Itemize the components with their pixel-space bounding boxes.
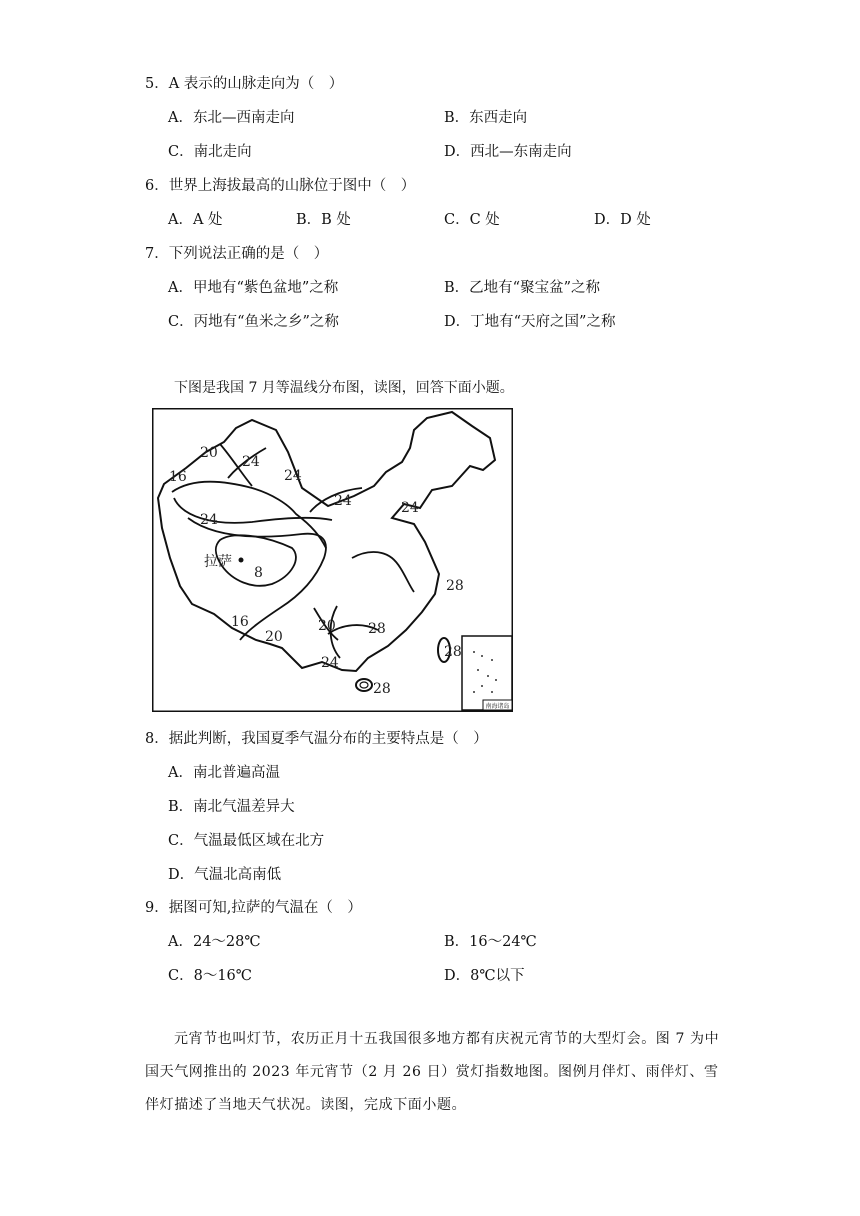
q6-option-b: B．B 处: [296, 212, 351, 228]
question-7-stem: 7．下列说法正确的是（ ）: [145, 246, 329, 262]
q9-option-a: A．24～28℃: [168, 934, 261, 950]
label-20-s: 20: [265, 629, 283, 645]
label-24-b: 24: [284, 468, 302, 484]
question-5-stem: 5．A 表示的山脉走向为（ ）: [145, 76, 344, 92]
q5-option-b: B．东西走向: [444, 110, 528, 126]
label-28-e: 28: [446, 578, 464, 594]
q8-option-b: B．南北气温差异大: [168, 799, 295, 815]
map-intro-text: 下图是我国 7 月等温线分布图，读图，回答下面小题。: [174, 380, 514, 396]
lhasa-marker: [239, 558, 244, 563]
q8-option-a: A．南北普遍高温: [168, 765, 280, 781]
q7-option-b: B．乙地有“聚宝盆”之称: [444, 280, 600, 296]
q9-option-b: B．16～24℃: [444, 934, 537, 950]
q7-option-d: D．丁地有“天府之国”之称: [444, 314, 616, 330]
label-28-tw: 28: [444, 644, 462, 660]
inset-label: 南海诸岛: [485, 703, 510, 710]
label-lhasa: 拉萨: [204, 554, 232, 570]
q9-option-c: C．8～16℃: [168, 968, 252, 984]
q5-option-c: C．南北走向: [168, 144, 252, 160]
q6-option-c: C．C 处: [444, 212, 500, 228]
q6-option-a: A．A 处: [168, 212, 223, 228]
label-20-nw: 20: [200, 445, 218, 461]
label-28-c: 28: [368, 621, 386, 637]
question-6-stem: 6．世界上海拔最高的山脉位于图中（ ）: [145, 178, 416, 194]
label-24-d: 24: [200, 512, 218, 528]
label-24-e: 24: [401, 500, 419, 516]
label-24-s: 24: [321, 655, 339, 671]
q7-option-c: C．丙地有“鱼米之乡”之称: [168, 314, 339, 330]
q9-option-d: D．8℃以下: [444, 968, 525, 984]
label-8: 8: [254, 565, 263, 581]
label-16-w: 16: [169, 469, 187, 485]
q7-option-a: A．甲地有“紫色盆地”之称: [168, 280, 339, 296]
q8-option-d: D．气温北高南低: [168, 867, 282, 883]
q6-option-d: D．D 处: [594, 212, 651, 228]
july-isotherm-map: [152, 408, 513, 712]
question-8-stem: 8．据此判断，我国夏季气温分布的主要特点是（ ）: [145, 731, 488, 747]
label-24-c: 24: [334, 493, 352, 509]
label-16-s: 16: [231, 614, 249, 630]
q5-option-a: A．东北—西南走向: [168, 110, 295, 126]
lantern-festival-paragraph: 元宵节也叫灯节，农历正月十五我国很多地方都有庆祝元宵节的大型灯会。图 7 为中国天气网推出的 2023 年元宵节（2 月 26 日）赏灯指数地图。图例月伴灯、雨伴灯、雪伴灯描述了当地天气状况。读图，完成下面小题。: [145, 1031, 720, 1113]
label-20-sw: 20: [318, 618, 336, 634]
question-9-stem: 9．据图可知,拉萨的气温在（ ）: [145, 900, 362, 916]
q5-option-d: D．西北—东南走向: [444, 144, 572, 160]
q8-option-c: C．气温最低区域在北方: [168, 833, 325, 849]
south-china-sea-inset: [462, 636, 512, 710]
label-24-a: 24: [242, 454, 260, 470]
label-28-hn: 28: [373, 681, 391, 697]
